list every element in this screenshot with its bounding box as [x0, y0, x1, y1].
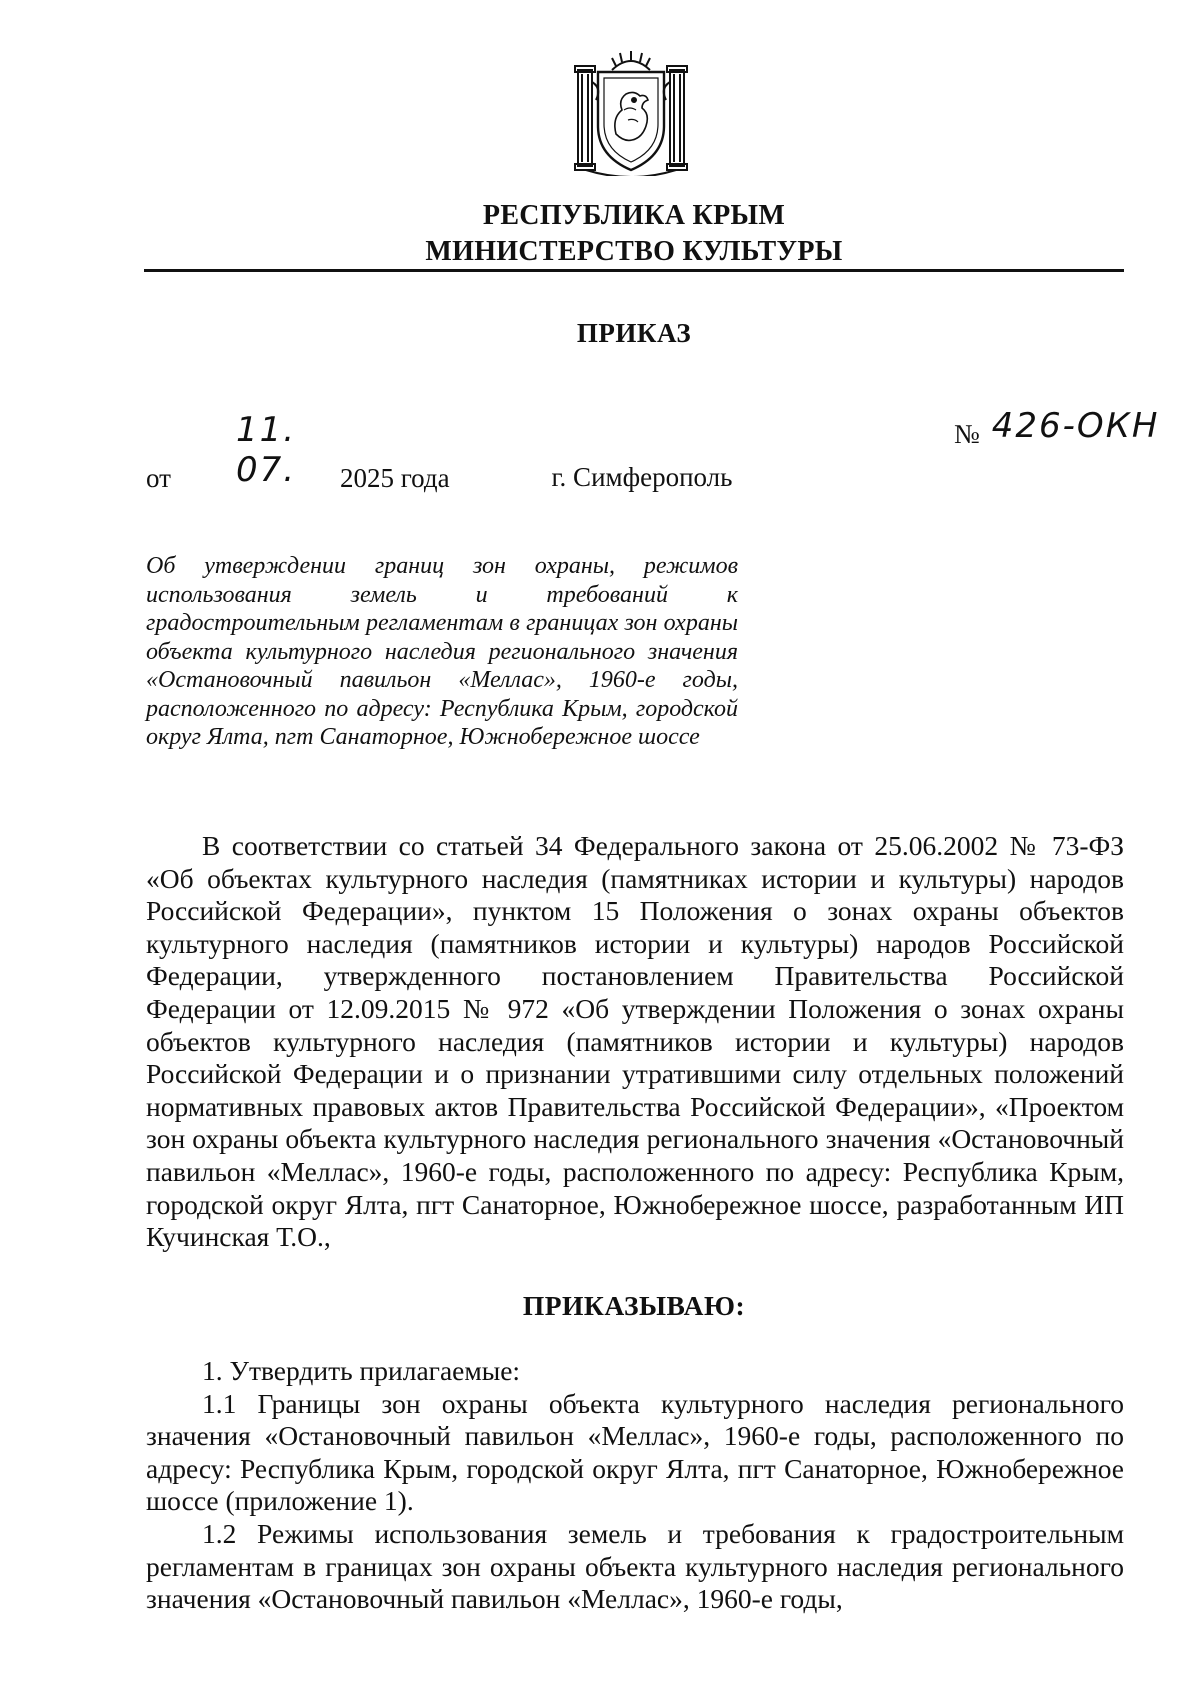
- header-divider: [144, 269, 1124, 272]
- handwritten-number: 426-ОКН: [991, 406, 1160, 446]
- date-year: 2025 года: [340, 463, 450, 493]
- ministry-heading: МИНИСТЕРСТВО КУЛЬТУРЫ: [425, 236, 843, 267]
- order-items: [146, 1355, 1124, 1616]
- order-item: 1.2 Режимы использования земель и требования к градостроительным регламентам в границах зон охраны объекта культурного наследия регионального значения «Остановочный павильон «Меллас», 1960-е годы,: [146, 1517, 1124, 1615]
- city-line: г. Симферополь: [551, 462, 733, 492]
- order-item: 1.1 Границы зон охраны объекта культурного наследия регионального значения «Остановочный павильон «Меллас», 1960-е годы, расположенного по адресу: Республика Крым, городской округ Ялта, пгт Санаторное, Южнобережное шоссе (приложение 1).: [146, 1387, 1124, 1517]
- date-prefix: от: [146, 463, 171, 493]
- preamble-paragraph: В соответствии со статьей 34 Федерального закона от 25.06.2002 № 73-ФЗ «Об объектах культурного наследия (памятниках истории и культуры) народов Российской Федерации», пунктом 15 Положения о зонах охраны объектов культурного наследия (памятников истории и культуры) народов Российской Федерации, утвержденного постановлением Правительства Российской Федерации от 12.09.2015 № 972 «Об утверждении Положения о зонах охраны объектов культурного наследия (памятников истории и культуры) народов Российской Федерации и о признании утратившими силу отдельных положений нормативных правовых актов Правительства Российской Федерации», «Проектом зон охраны объекта культурного наследия регионального значения «Остановочный павильон «Меллас», 1960-е годы, расположенного по адресу: Республика Крым, городской округ Ялта, пгт Санаторное, Южнобережное шоссе, разработанным ИП Кучинская Т.О.,: [146, 830, 1124, 1253]
- handwritten-date: 11. 07.: [236, 410, 297, 490]
- order-title: ПРИКАЗ: [576, 318, 692, 348]
- order-item: 1. Утвердить прилагаемые:: [202, 1355, 521, 1386]
- order-number: [954, 406, 1160, 452]
- crimea-coat-of-arms-icon: [572, 48, 690, 176]
- number-prefix: №: [954, 419, 980, 449]
- directive-heading: ПРИКАЗЫВАЮ:: [522, 1290, 746, 1321]
- republic-heading: РЕСПУБЛИКА КРЫМ: [482, 200, 786, 231]
- order-subject: Об утверждении границ зон охраны, режимов использования земель и требований к градостроительным регламентам в границах зон охраны объекта культурного наследия регионального значения «Остановочный павильон «Меллас», 1960-е годы, расположенного по адресу: Республика Крым, городской округ Ялта, пгт Санаторное, Южнобережное шоссе: [146, 553, 738, 750]
